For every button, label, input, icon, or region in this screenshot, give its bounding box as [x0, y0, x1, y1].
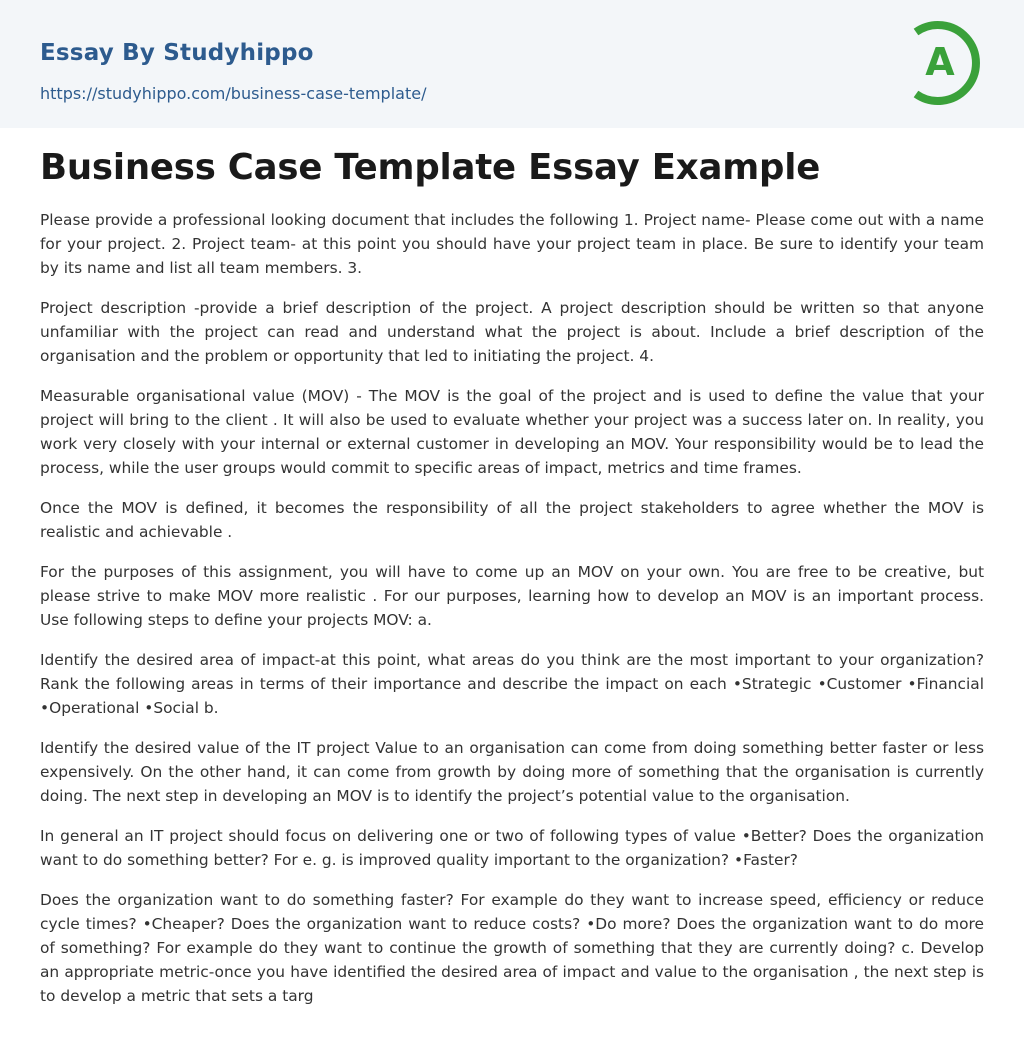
essay-paragraph: Identify the desired area of impact-at this point, what areas do you think are the most important to your organization? Rank the following areas in terms of their importance and describe the impact on each •Strategic •Customer •Financial •Operational •Social b. — [40, 651, 984, 717]
page-title: Business Case Template Essay Example — [40, 147, 821, 188]
site-header — [0, 0, 1024, 128]
essay-paragraph: Measurable organisational value (MOV) - The MOV is the goal of the project and is used to define the value that your project will bring to the client . It will also be used to evaluate whether your project was a success later on. In reality, you work very closely with your internal or external customer in developing an MOV. Your responsibility would be to lead the process, while the user groups would commit to specific areas of impact, metrics and time frames. — [40, 387, 984, 477]
essay-paragraph: Once the MOV is defined, it becomes the responsibility of all the project stakeholders to agree whether the MOV is realistic and achievable . — [40, 499, 984, 541]
essay-paragraph: In general an IT project should focus on delivering one or two of following types of value •Better? Does the organization want to do something better? For e. g. is improved quality important to the organization? •Faster? — [40, 827, 984, 869]
essay-paragraph: Please provide a professional looking document that includes the following 1. Project name- Please come out with a name for your project. 2. Project team- at this point you should have your project team in place. Be sure to identify your team by its name and list all team members. 3. — [40, 211, 984, 277]
essay-paragraph: For the purposes of this assignment, you will have to come up an MOV on your own. You are free to be creative, but please strive to make MOV more realistic . For our purposes, learning how to develop an MOV is an important process. Use following steps to define your projects MOV: a. — [40, 563, 984, 629]
logo[interactable] — [910, 20, 986, 106]
page-url-link[interactable]: https://studyhippo.com/business-case-template/ — [40, 84, 427, 103]
essay-content — [0, 128, 1024, 1008]
essay-paragraph: Does the organization want to do something faster? For example do they want to increase speed, efficiency or reduce cycle times? •Cheaper? Does the organization want to reduce costs? •Do more? Does the organization want to do more of something? For example do they want to continue the growth of something that they are currently doing? c. Develop an appropriate metric-once you have identified the desired area of impact and value to the organisation , the next step is to develop a metric that sets a targ — [40, 891, 984, 1005]
essay-paragraph: Identify the desired value of the IT project Value to an organisation can come from doing something better faster or less expensively. On the other hand, it can come from growth by doing more of something that the organisation is currently doing. The next step in developing an MOV is to identify the project’s potential value to the organisation. — [40, 739, 984, 805]
essay-paragraph: Project description -provide a brief description of the project. A project description should be written so that anyone unfamiliar with the project can read and understand what the project is about. Include a brief description of the organisation and the problem or opportunity that led to initiating the project. 4. — [40, 299, 984, 365]
site-title[interactable]: Essay By Studyhippo — [40, 40, 314, 66]
logo-letter: A — [925, 40, 955, 84]
